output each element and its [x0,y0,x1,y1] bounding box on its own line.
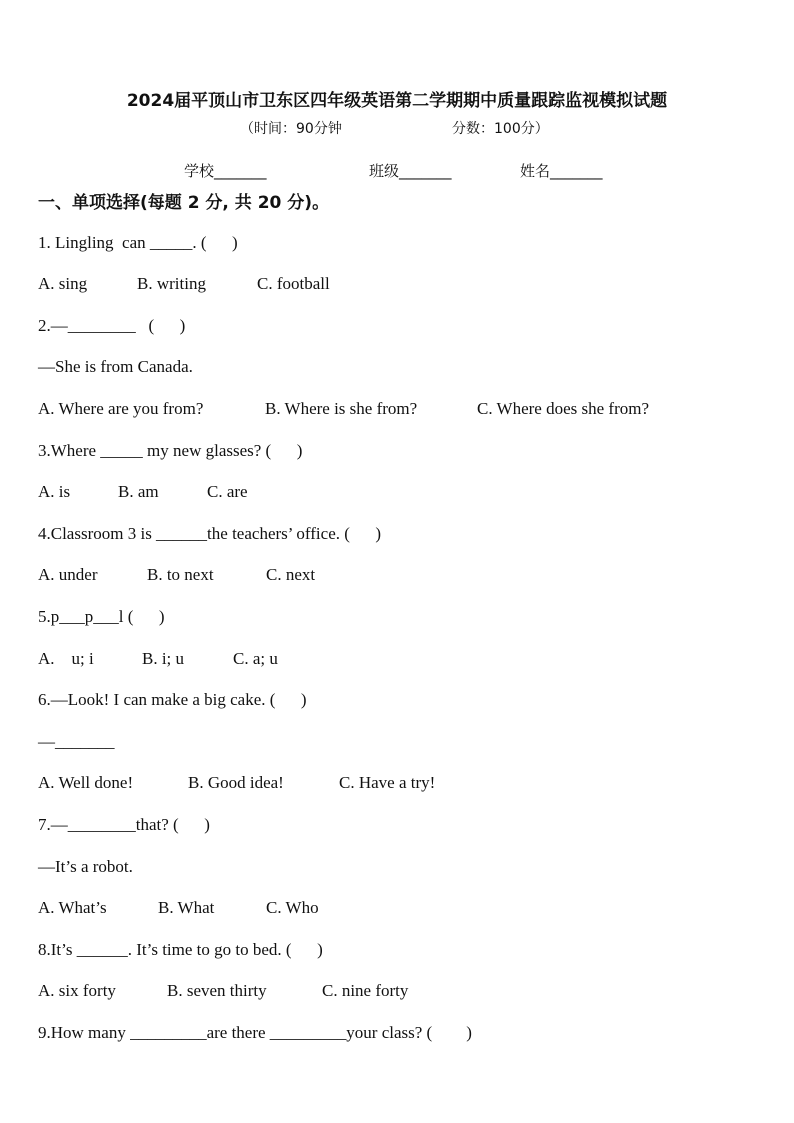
option: A. Well done! [38,773,134,792]
option: B. to next [147,565,214,584]
exam-score: 分数：100分） [452,121,549,137]
name-field: 姓名_______ [520,162,603,180]
option: C. Where does she from? [477,399,649,418]
option: B. What [158,898,215,917]
option: A. What’s [38,898,107,917]
class-field: 班级_______ [369,162,452,180]
option: B. seven thirty [167,981,267,1000]
option: C. nine forty [322,981,409,1000]
option: C. next [266,565,316,584]
option: A. sing [38,274,88,293]
option: B. am [118,482,159,501]
option: C. are [207,482,248,501]
page-title: 2024届平顶山市卫东区四年级英语第二学期期中质量跟踪监视模拟试题 [126,91,668,111]
option: C. Who [266,898,319,917]
section-title: 一、单项选择(每题 2 分, 共 20 分)。 [38,193,330,213]
question-line: 4.Classroom 3 is ______the teachers’ office. ( ) [38,524,382,543]
option: C. Have a try! [339,773,436,792]
option: A. Where are you from? [38,399,204,418]
question-line: 9.How many _________are there _________your class? ( ) [38,1023,472,1042]
question-line: —It’s a robot. [38,857,133,876]
exam-time: （时间：90分钟 [240,121,342,137]
option: B. writing [137,274,206,293]
question-line: —_______ [38,732,115,751]
question-line: 5.p___p___l ( ) [38,607,165,626]
question-line: 7.—________that? ( ) [38,815,210,834]
option: C. a; u [233,649,278,668]
option: A. under [38,565,98,584]
option: B. i; u [142,649,185,668]
option: B. Good idea! [188,773,284,792]
option: A. u; i [38,649,94,668]
question-line: 3.Where _____ my new glasses? ( ) [38,441,303,460]
question-line: —She is from Canada. [38,357,193,376]
question-line: 6.—Look! I can make a big cake. ( ) [38,690,307,709]
question-line: 1. Lingling can _____. ( ) [38,233,238,252]
option: A. six forty [38,981,116,1000]
question-line: 2.—________ ( ) [38,316,186,335]
school-field: 学校_______ [184,162,267,180]
question-line: 8.It’s ______. It’s time to go to bed. ( ) [38,940,323,959]
option: C. football [257,274,330,293]
option: A. is [38,482,71,501]
option: B. Where is she from? [265,399,418,418]
